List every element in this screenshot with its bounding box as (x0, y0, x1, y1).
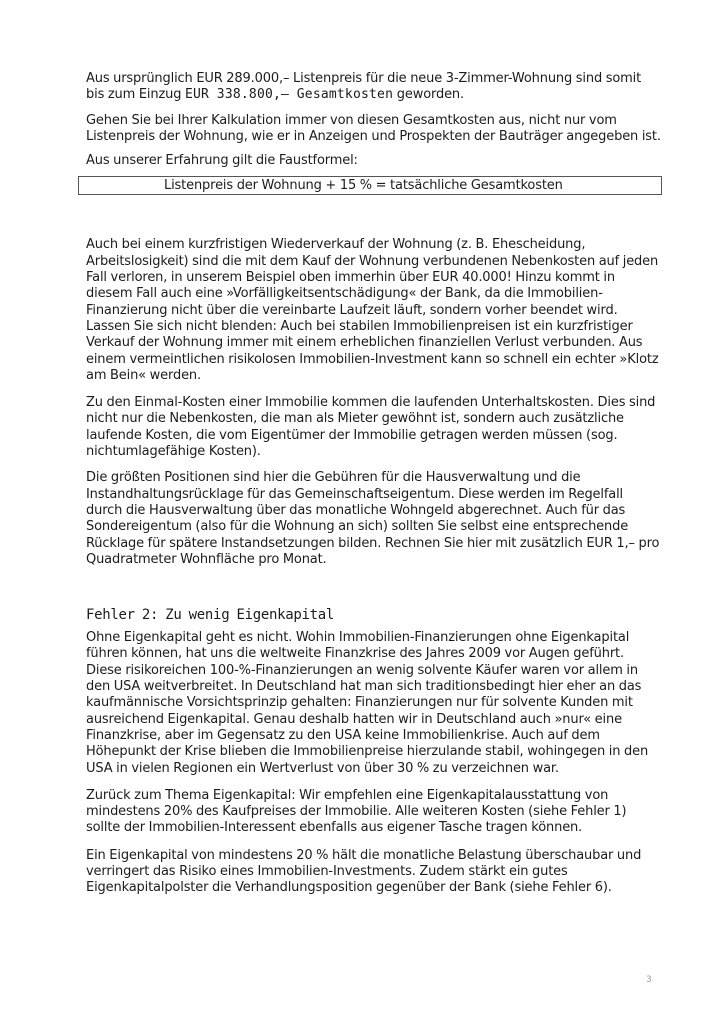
paragraph-text: geworden. (393, 87, 464, 103)
paragraph-rule-intro: Aus unserer Erfahrung gilt die Faustformel: (86, 153, 358, 169)
paragraph-resale: Auch bei einem kurzfristigen Wiederverkauf der Wohnung (z. B. Ehescheidung, Arbeitslosigkeit) sind die mit dem Kauf der Wohnung verbundenen Nebenkosten auf jeden Fall verloren, in unserem Beispiel oben immerhin über EUR 40.000! Hinzu kommt in diesem Fall auch eine »Vorfälligkeitsentschädigung« der Bank, da die Immobilien-Finanzierung nicht über die vereinbarte Laufzeit läuft, sondern vorher beendet wird. Lassen Sie sich nicht blenden: Auch bei stabilen Immobilienpreisen ist ein kurzfristiger Verkauf der Wohnung immer mit einem erheblichen finanziellen Verlust verbunden. Aus einem vermeintlichen risikolosen Immobilien-Investment kann so schnell ein echter »Klotz am Bein« werden. (86, 237, 659, 383)
page-content (86, 68, 661, 897)
paragraph-no-equity: Ohne Eigenkapital geht es nicht. Wohin Immobilien-Finanzierungen ohne Eigenkapital führen können, hat uns die weltweite Finanzkrise des Jahres 2009 vor Augen geführt. Diese risikoreichen 100-%-Finanzierungen an wenig solvente Käufer waren vor allem in den USA weitverbreitet. In Deutschland hat man sich traditionsbedingt hier eher an das kaufmännische Vorsichtsprinzip gehalten: Finanzierungen nur für solvente Kunden mit ausreichend Eigenkapital. Genau deshalb hatten wir in Deutschland auch »nur« eine Finanzkrise, aber im Gegensatz zu den USA keine Immobilienkrise. Auch auf dem Höhepunkt der Krise blieben die Immobilienpreise hierzulande stabil, wohingegen in den USA in vielen Regionen ein Wertverlust von über 30 % zu verzeichnen war. (86, 630, 649, 776)
paragraph-calculation: Gehen Sie bei Ihrer Kalkulation immer von diesen Gesamtkosten aus, nicht nur vom Listenpreis der Wohnung, wie er in Anzeigen und Prospekten der Bauträger angegeben ist. (86, 112, 661, 144)
paragraph-largest-positions: Die größten Positionen sind hier die Gebühren für die Hausverwaltung und die Instandhaltungsrücklage für das Gemeinschaftseigentum. Diese werden im Regelfall durch die Hausverwaltung über das monatliche Wohngeld abgerechnet. Auch für das Sondereigentum (also für die Wohnung an sich) sollten Sie selbst eine entsprechende Rücklage für spätere Instandsetzungen bilden. Rechnen Sie hier mit zusätzlich EUR 1,– pro Quadratmeter Wohnfläche pro Monat. (86, 470, 660, 567)
paragraph-equity-benefits: Ein Eigenkapital von mindestens 20 % hält die monatliche Belastung überschaubar und verringert das Risiko eines Immobilien-Investments. Zudem stärkt ein gutes Eigenkapitalpolster die Verhandlungsposition gegenüber der Bank (siehe Fehler 6). (86, 847, 642, 896)
paragraph-total-costs (86, 71, 661, 104)
formula-text: Listenpreis der Wohnung + 15 % = tatsächliche Gesamtkosten (164, 178, 563, 194)
page-number: 3 (646, 975, 652, 985)
paragraph-running-costs: Zu den Einmal-Kosten einer Immobilie kommen die laufenden Unterhaltskosten. Dies sind nicht nur die Nebenkosten, die man als Mieter gewöhnt ist, sondern auch zusätzliche laufende Kosten, die vom Eigentümer der Immobilie getragen werden müssen (sog. nichtumlagefähige Kosten). (86, 395, 656, 460)
paragraph-text: Aus ursprünglich EUR 289.000,– Listenpreis für die neue 3-Zimmer-Wohnung sind somit bis zum Einzug (86, 71, 642, 103)
section-heading: Fehler 2: Zu wenig Eigenkapital (86, 607, 334, 624)
paragraph-equity-recommendation: Zurück zum Thema Eigenkapital: Wir empfehlen eine Eigenkapitalausstattung von mindestens 20% des Kaufpreises der Immobilie. Alle weiteren Kosten (siehe Fehler 1) sollte der Immobilien-Interessent ebenfalls aus eigener Tasche tragen können. (86, 787, 627, 836)
emphasized-total-costs: EUR 338.800,– Gesamtkosten (185, 87, 394, 103)
formula-box (78, 176, 662, 195)
